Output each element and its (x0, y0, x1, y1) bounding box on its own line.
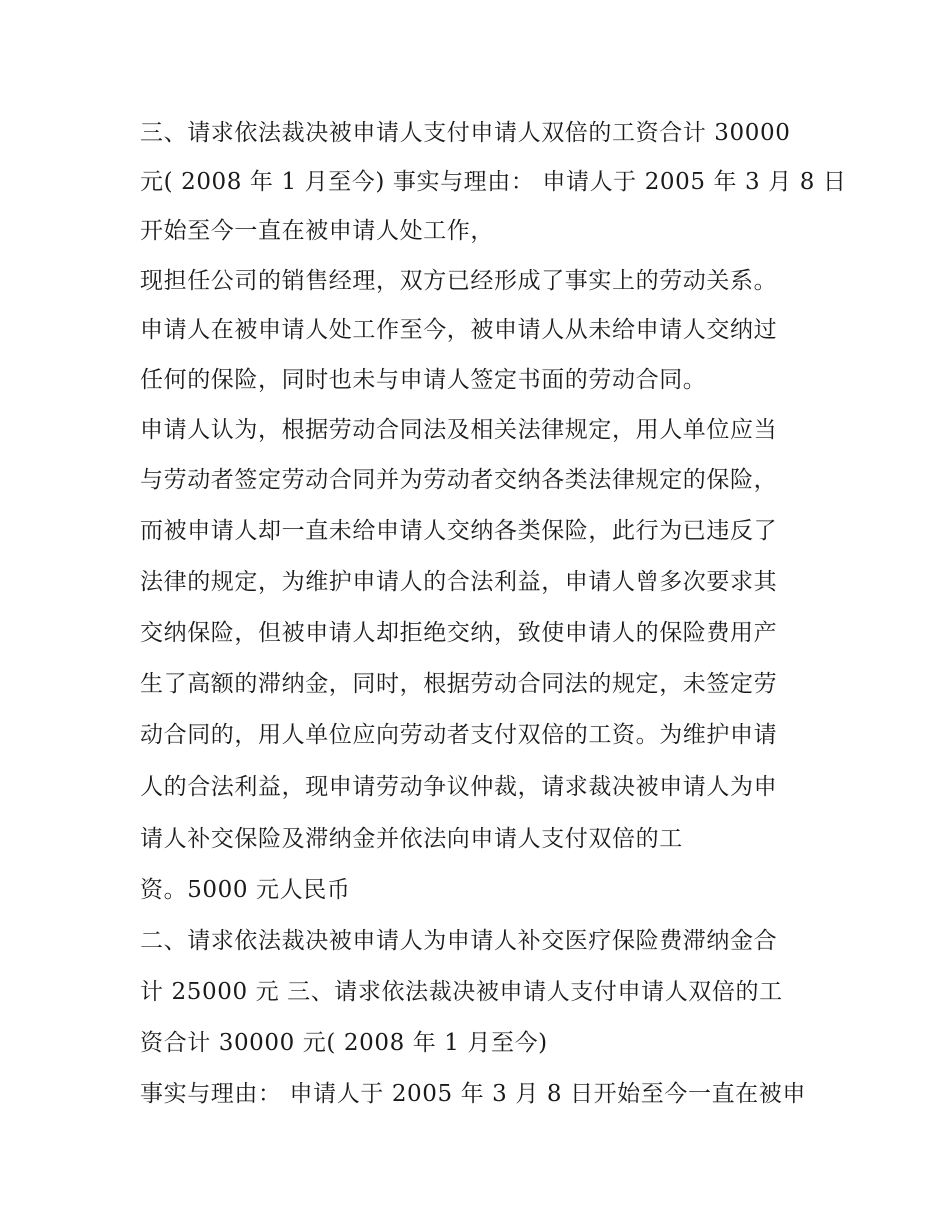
text-line: 二、请求依法裁决被申请人为申请人补交医疗保险费滞纳金合 (140, 928, 778, 954)
text-line: 人的合法利益，现申请劳动争议仲裁，请求裁决被申请人为申 (140, 774, 778, 800)
text-line: 动合同的，用人单位应向劳动者支付双倍的工资。为维护申请 (140, 722, 778, 748)
text-line: 请人补交保险及滞纳金并依法向申请人支付双倍的工 (140, 826, 683, 852)
text-line: 法律的规定，为维护申请人的合法利益，申请人曾多次要求其 (140, 569, 778, 595)
text-line: 申请人认为，根据劳动合同法及相关法律规定，用人单位应当 (140, 417, 778, 443)
text-line: 资。5000 元人民币 (140, 877, 351, 903)
text-line: 生了高额的滞纳金，同时，根据劳动合同法的规定，未签定劳 (140, 671, 778, 697)
text-line: 而被申请人却一直未给申请人交纳各类保险，此行为已违反了 (140, 518, 778, 544)
text-line: 元( 2008 年 1 月至今) 事实与理由： 申请人于 2005 年 3 月 8 日 (140, 169, 847, 195)
text-line: 申请人在被申请人处工作至今，被申请人从未给申请人交纳过 (140, 317, 778, 343)
text-line: 现担任公司的销售经理，双方已经形成了事实上的劳动关系。 (140, 268, 778, 294)
text-line: 与劳动者签定劳动合同并为劳动者交纳各类法律规定的保险， (140, 467, 778, 493)
text-line: 资合计 30000 元( 2008 年 1 月至今) (140, 1030, 548, 1056)
text-line: 交纳保险，但被申请人却拒绝交纳，致使申请人的保险费用产 (140, 620, 778, 646)
text-line: 任何的保险，同时也未与申请人签定书面的劳动合同。 (140, 367, 707, 393)
text-line: 三、请求依法裁决被申请人支付申请人双倍的工资合计 30000 (140, 120, 791, 146)
text-line: 事实与理由： 申请人于 2005 年 3 月 8 日开始至今一直在被申 (140, 1081, 806, 1107)
text-line: 计 25000 元 三、请求依法裁决被申请人支付申请人双倍的工 (140, 979, 783, 1005)
text-line: 开始至今一直在被申请人处工作， (140, 218, 494, 244)
